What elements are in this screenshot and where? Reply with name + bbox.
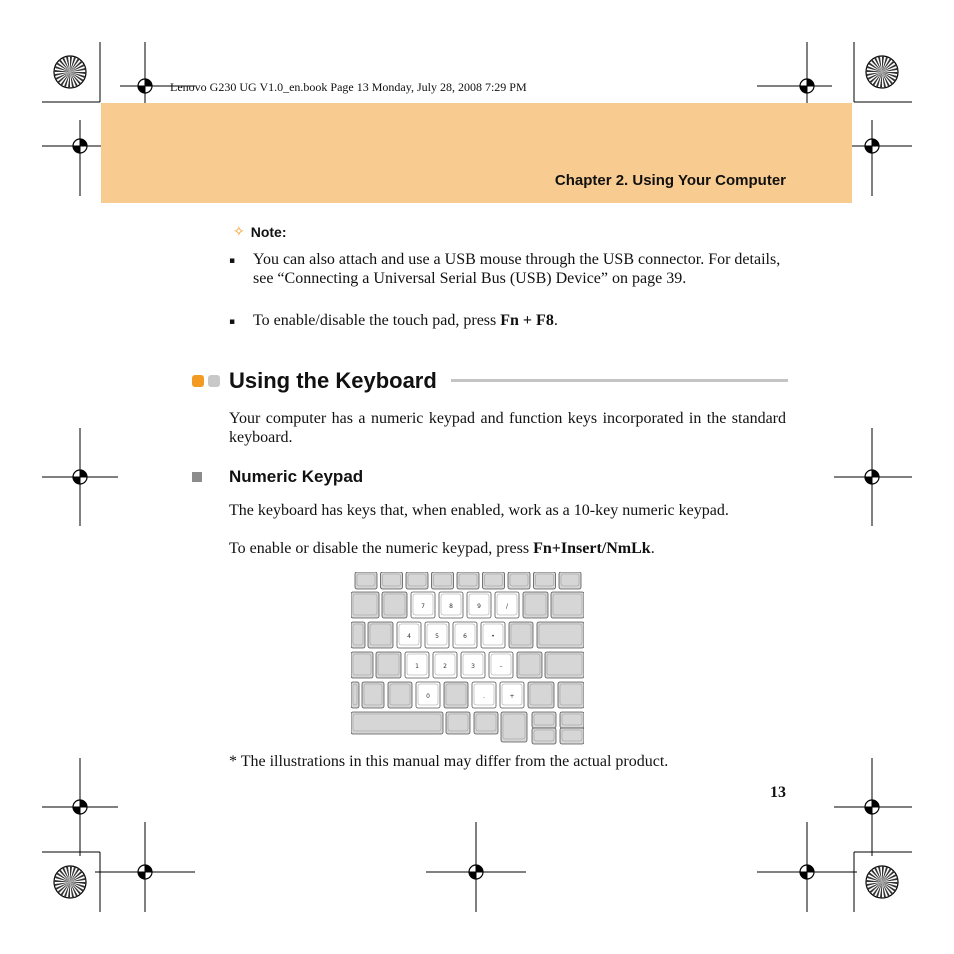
section-intro: Your computer has a numeric keypad and function keys incorporated in the standard keyboard.: [229, 410, 786, 446]
keyboard-illustration: [351, 572, 584, 746]
keyboard-key: [559, 572, 581, 589]
keyboard-key: [416, 682, 440, 708]
keyboard-key: [351, 622, 365, 648]
keyboard-key: [397, 622, 421, 648]
keypad-key-label: 3: [471, 663, 475, 670]
keyboard-key: [381, 572, 403, 589]
keyboard-key: [481, 622, 505, 648]
section-heading: [192, 368, 788, 394]
chapter-title: Chapter 2. Using Your Computer: [554, 172, 786, 189]
keyboard-key: [528, 682, 554, 708]
keyboard-key: [453, 622, 477, 648]
color-starburst-icon: [866, 56, 898, 88]
note-title: Note:: [250, 224, 287, 240]
keyboard-key: [534, 572, 556, 589]
keyboard-key: [483, 572, 505, 589]
keypad-key-label: 4: [407, 633, 411, 640]
keyboard-key: [444, 682, 468, 708]
note-diamond-icon: ✧: [233, 224, 245, 240]
note-item-usb-mouse: [229, 250, 787, 288]
keyboard-key: [558, 682, 584, 708]
keyboard-key: [467, 592, 491, 618]
subsection-heading: [192, 467, 363, 487]
bullet-square-icon: ▪: [229, 317, 236, 327]
keyboard-key: [500, 682, 524, 708]
keyboard-key: [382, 592, 407, 618]
gray-square-icon: [208, 375, 220, 387]
keyboard-key: [351, 592, 379, 618]
subsection-title: Numeric Keypad: [229, 467, 364, 486]
keyboard-key: [376, 652, 401, 678]
keyboard-key: [532, 728, 556, 744]
keyboard-key: [362, 682, 384, 708]
page-number: 13: [770, 784, 786, 801]
subsection-bullet-icon: [192, 472, 202, 482]
keypad-key-label: –: [499, 663, 503, 670]
keyboard-key: [532, 712, 556, 728]
keyboard-key: [355, 572, 377, 589]
keyboard-key: [461, 652, 485, 678]
keyboard-key: [388, 682, 412, 708]
keypad-toggle-instruction: To enable or disable the numeric keypad, press Fn+Insert/NmLk.: [229, 540, 655, 557]
keyboard-key: [523, 592, 548, 618]
color-starburst-icon: [866, 866, 898, 898]
keyboard-key: [351, 652, 373, 678]
keyboard-key: [425, 622, 449, 648]
keypad-key-label: .: [483, 693, 485, 700]
key-combo-touchpad: Fn + F8: [500, 312, 554, 329]
keyboard-key: [501, 712, 527, 742]
keyboard-key: [406, 572, 428, 589]
section-title: Using the Keyboard: [229, 368, 437, 393]
keypad-description: The keyboard has keys that, when enabled, work as a 10-key numeric keypad.: [229, 502, 729, 519]
keyboard-key: [439, 592, 463, 618]
keypad-key-label: 1: [415, 663, 419, 670]
keyboard-key: [446, 712, 470, 734]
keypad-key-label: •: [491, 633, 495, 640]
keyboard-key: [560, 712, 584, 728]
keypad-key-label: 0: [426, 693, 430, 700]
book-slug-line: Lenovo G230 UG V1.0_en.book Page 13 Monday, July 28, 2008 7:29 PM: [170, 80, 527, 94]
keypad-key-label: 5: [435, 633, 439, 640]
color-starburst-icon: [54, 866, 86, 898]
keyboard-key: [472, 682, 496, 708]
keyboard-key: [551, 592, 584, 618]
keypad-key-label: /: [505, 603, 509, 610]
note-heading: [233, 224, 287, 240]
illustration-disclaimer: * The illustrations in this manual may differ from the actual product.: [229, 753, 669, 770]
keypad-key-label: 8: [449, 603, 453, 610]
keypad-key-label: 9: [477, 603, 481, 610]
keyboard-key: [517, 652, 542, 678]
section-rule: [451, 379, 788, 382]
keyboard-key: [433, 652, 457, 678]
keyboard-key: [368, 622, 393, 648]
key-combo-numlock: Fn+Insert/NmLk: [533, 540, 651, 557]
note-item-text: To enable/disable the touch pad, press Fn + F8.: [253, 312, 558, 329]
keyboard-key: [509, 622, 533, 648]
keyboard-key: [545, 652, 584, 678]
keyboard-key: [405, 652, 429, 678]
keypad-key-label: 2: [443, 663, 447, 670]
keyboard-key: [351, 682, 359, 708]
bullet-square-icon: ▪: [229, 256, 236, 266]
keyboard-key: [432, 572, 454, 589]
keypad-key-label: +: [509, 693, 515, 700]
keypad-key-label: 6: [463, 633, 467, 640]
orange-square-icon: [192, 375, 204, 387]
keyboard-key: [474, 712, 498, 734]
keyboard-key: [457, 572, 479, 589]
keyboard-key: [489, 652, 513, 678]
keyboard-key: [508, 572, 530, 589]
note-item-touchpad: [229, 311, 787, 330]
keyboard-key: [537, 622, 584, 648]
keypad-key-label: 7: [421, 603, 425, 610]
color-starburst-icon: [54, 56, 86, 88]
keyboard-key: [495, 592, 519, 618]
keyboard-key: [560, 728, 584, 744]
note-item-text: You can also attach and use a USB mouse through the USB connector. For details, see “Connecting a Universal Serial Bus (USB) Device” on page 39.: [253, 251, 781, 287]
keyboard-key: [411, 592, 435, 618]
keyboard-key: [351, 712, 443, 734]
